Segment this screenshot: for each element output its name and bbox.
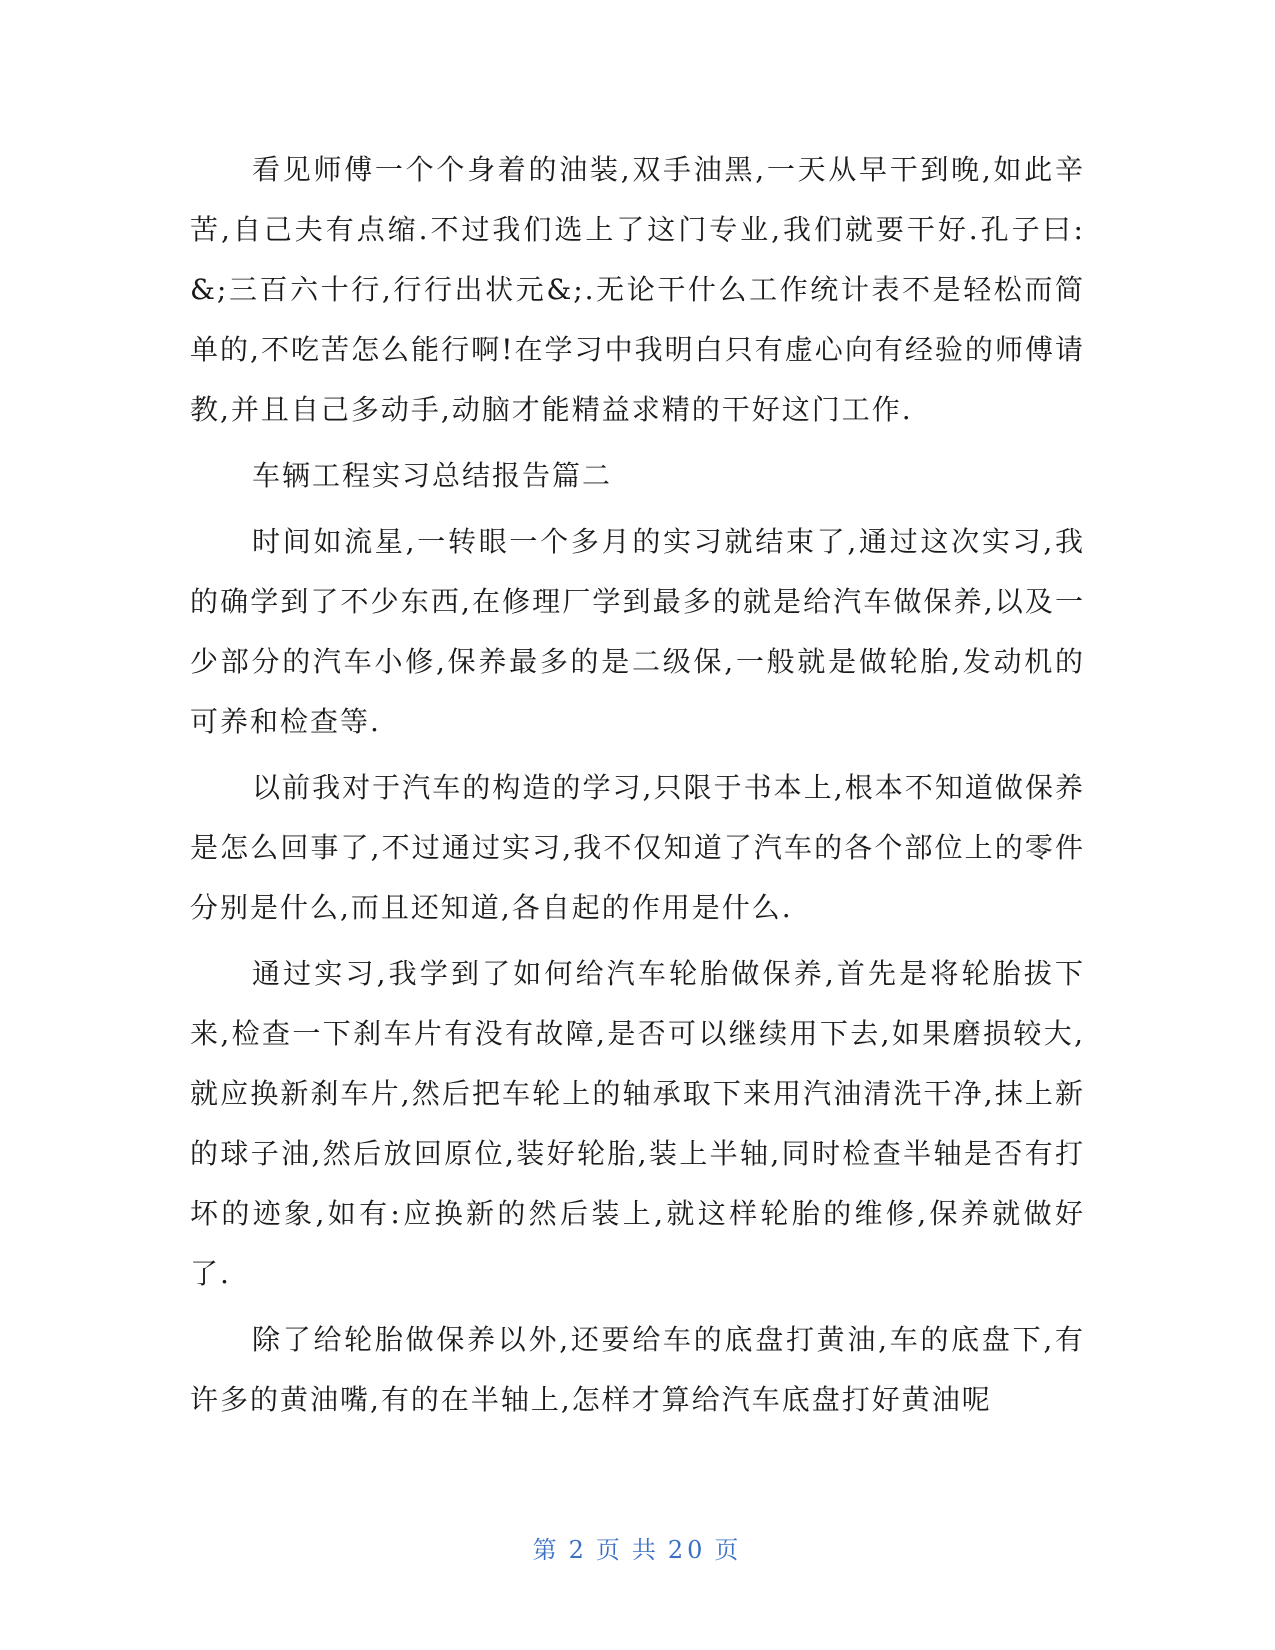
- paragraph-5: 除了给轮胎做保养以外,还要给车的底盘打黄油,车的底盘下,有许多的黄油嘴,有的在半轴上,怎样才算给汽车底盘打好黄油呢: [190, 1323, 1085, 1416]
- paragraph-4: 通过实习,我学到了如何给汽车轮胎做保养,首先是将轮胎拔下来,检查一下刹车片有没有故障,是否可以继续用下去,如果磨损较大,就应换新刹车片,然后把车轮上的轴承取下来用汽油清洗干净,抹上新的球子油,然后放回原位,装好轮胎,装上半轴,同时检查半轴是否有打坏的迹象,如有:应换新的然后装上,就这样轮胎的维修,保养就做好了.: [190, 957, 1085, 1290]
- footer-label-total: 共: [631, 1536, 660, 1564]
- footer-label-total-unit: 页: [714, 1536, 743, 1564]
- section-heading: 车辆工程实习总结报告篇二: [252, 459, 613, 492]
- document-body: [190, 140, 1085, 1436]
- footer-current-page: 2: [568, 1536, 588, 1564]
- page-footer: [0, 1530, 1275, 1565]
- paragraph-2: 时间如流星,一转眼一个多月的实习就结束了,通过这次实习,我的确学到了不少东西,在修理厂学到最多的就是给汽车做保养,以及一少部分的汽车小修,保养最多的是二级保,一般就是做轮胎,发动机的可养和检查等.: [190, 525, 1085, 738]
- paragraph-1: 看见师傅一个个身着的油装,双手油黑,一天从早干到晚,如此辛苦,自己夫有点缩.不过我们选上了这门专业,我们就要干好.孔子曰:&;三百六十行,行行出状元&;.无论干什么工作统计表不是轻松而简单的,不吃苦怎么能行啊!在学习中我明白只有虚心向有经验的师傅请教,并且自己多动手,动脑才能精益求精的干好这门工作.: [190, 153, 1085, 426]
- footer-label-page-unit: 页: [595, 1536, 624, 1564]
- paragraph-3: 以前我对于汽车的构造的学习,只限于书本上,根本不知道做保养是怎么回事了,不过通过实习,我不仅知道了汽车的各个部位上的零件分别是什么,而且还知道,各自起的作用是什么.: [190, 771, 1085, 924]
- footer-total-pages: 20: [667, 1536, 707, 1564]
- footer-label-page: 第: [532, 1536, 561, 1564]
